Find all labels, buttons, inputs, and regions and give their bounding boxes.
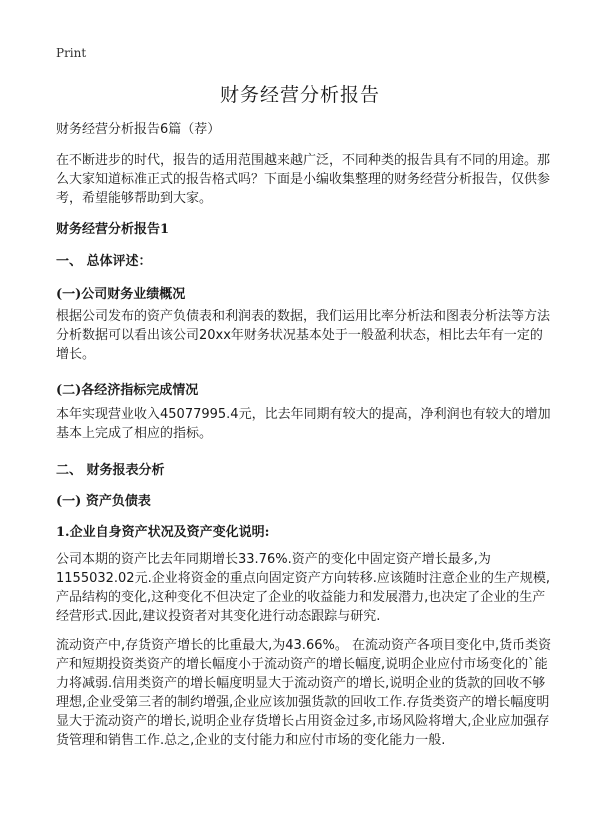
- section-heading-1: 一、 总体评述：: [56, 254, 152, 269]
- paragraph-3: 公司本期的资产比去年同期增长33.76%.资产的变化中固定资产增长最多,为1155032.02元.企业将资金的重点向固定资产方向转移.应该随时注意企业的生产规模,产品结构的变化,这种变化不但决定了企业的收益能力和发展潜力,也决定了企业的生产经营形式.因此,建议投资者对其变化进行动态跟踪与研究.: [56, 552, 550, 624]
- subsection-heading-1: (一)公司财务业绩概况: [56, 287, 186, 302]
- section-heading-2: 二、 财务报表分析: [56, 463, 165, 478]
- intro-paragraph: 在不断进步的时代，报告的适用范围越来越广泛，不同种类的报告具有不同的用途。那么大家知道标准正式的报告格式吗？下面是小编收集整理的财务经营分析报告，仅供参考，希望能够帮助到大家。: [56, 153, 551, 206]
- subsection-heading-2: (二)各经济指标完成情况: [56, 383, 199, 398]
- paragraph-2: 本年实现营业收入45077995.4元，比去年同期有较大的提高，净利润也有较大的增加基本上完成了相应的指标。: [56, 407, 551, 441]
- subsection-heading-4: 1.企业自身资产状况及资产变化说明:: [56, 525, 270, 540]
- report-title: 财务经营分析报告1: [56, 222, 170, 237]
- doc-subtitle: 财务经营分析报告6篇（荐）: [56, 122, 221, 137]
- subsection-heading-3: (一) 资产负债表: [56, 494, 151, 509]
- paragraph-1: 根据公司发布的资产负债表和利润表的数据，我们运用比率分析法和图表分析法等方法分析数据可以看出该公司20xx年财务状况基本处于一般盈利状态，相比去年有一定的增长。: [56, 309, 551, 362]
- page-title: 财务经营分析报告: [219, 84, 380, 106]
- print-label: Print: [56, 46, 87, 60]
- paragraph-4: 流动资产中,存货资产增长的比重最大,为43.66%。 在流动资产各项目变化中,货币类资产和短期投资类资产的增长幅度小于流动资产的增长幅度,说明企业应付市场变化的`能力将减弱.信用类资产的增长幅度明显大于流动资产的增长,说明企业的货款的回收不够理想,企业受第三者的制约增强,企业应该加强货款的回收工作.存货类资产的增长幅度明显大于流动资产的增长,说明企业存货增长占用资金过多,市场风险将增大,企业应加强存货管理和销售工作.总之,企业的支付能力和应付市场的变化能力一般.: [56, 638, 552, 748]
